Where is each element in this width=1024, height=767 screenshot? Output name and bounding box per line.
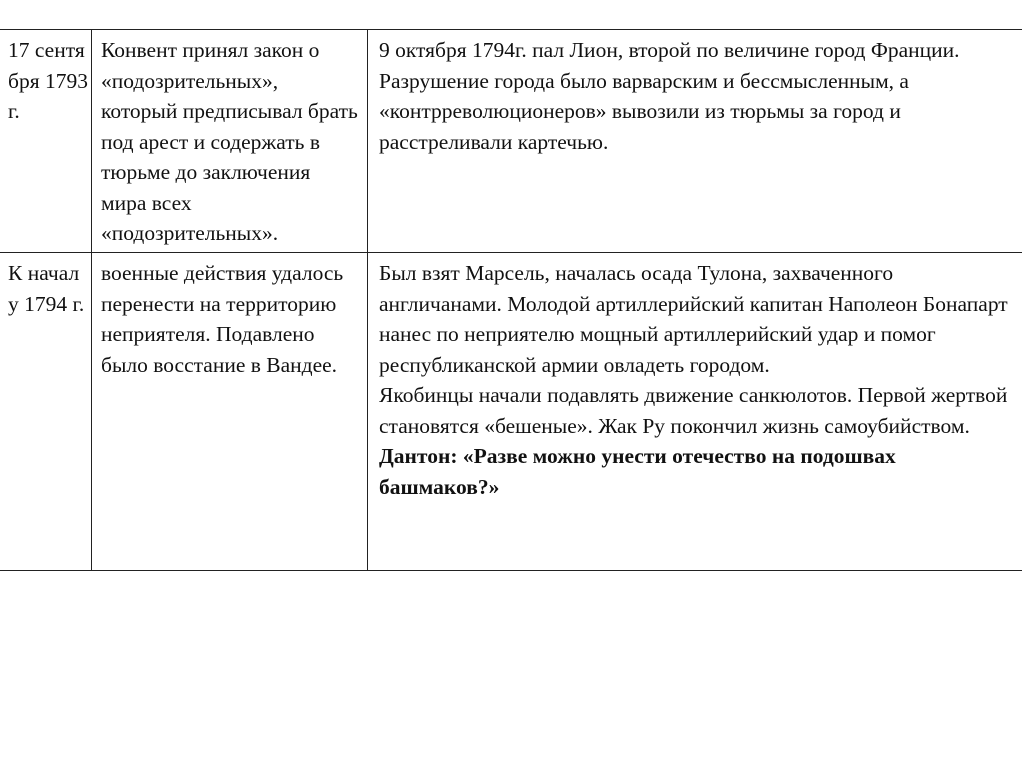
result-paragraph: Был взят Марсель, началась осада Тулона, захваченного англичанами. Молодой артиллерийский капитан Наполеон Бонапарт нанес по неприятелю мощный артиллерийский удар и помог республиканской армии овладеть городом. xyxy=(379,261,1008,377)
result-cell xyxy=(368,253,1023,571)
event-cell xyxy=(92,253,368,571)
table-row xyxy=(0,30,1022,253)
history-table xyxy=(0,29,1022,571)
event-text: военные действия удалось перенести на территорию неприятеля. Подавлено было восстание в Вандее. xyxy=(101,261,344,377)
event-cell xyxy=(92,30,368,253)
date-text: К начал у 1794 г. xyxy=(8,261,85,316)
event-text: Конвент принял закон о «подозрительных», который предписывал брать под арест и содержать в тюрьме до заключения мира всех «подозрительных». xyxy=(101,38,358,245)
date-text: 17 сентя бря 1793 г. xyxy=(8,38,88,123)
result-cell xyxy=(368,30,1023,253)
table-row xyxy=(0,253,1022,571)
result-paragraph: Якобинцы начали подавлять движение санкюлотов. Первой жертвой становятся «бешеные». Жак Ру покончил жизнь самоубийством. xyxy=(379,383,1008,438)
danton-quote: Дантон: «Разве можно унести отечество на подошвах башмаков?» xyxy=(379,444,896,499)
date-cell xyxy=(0,253,92,571)
date-cell xyxy=(0,30,92,253)
result-paragraph: 9 октября 1794г. пал Лион, второй по величине город Франции. Разрушение города было варварским и бессмысленным, а «контрреволюционеров» вывозили из тюрьмы за город и расстреливали картечью. xyxy=(379,38,960,154)
